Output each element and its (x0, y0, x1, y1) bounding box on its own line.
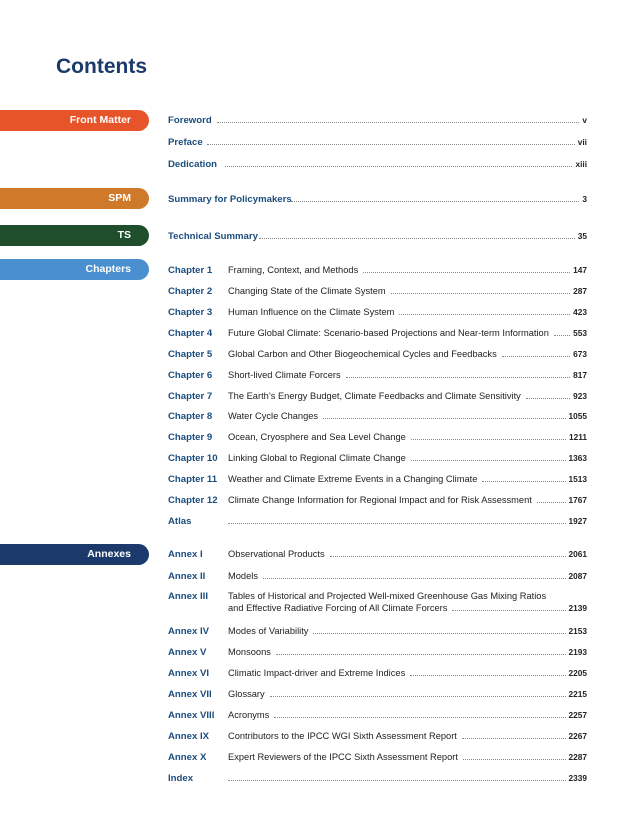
dot-leader (502, 355, 570, 357)
toc-label: Chapter 6 (168, 370, 213, 381)
toc-label: Index (168, 773, 194, 784)
toc-entry-annex[interactable] (168, 668, 587, 680)
page-number: 2193 (568, 647, 587, 657)
toc-label: Dedication (168, 159, 218, 170)
dot-leader (330, 555, 566, 557)
dot-leader (313, 632, 565, 634)
page-title: Contents (56, 55, 147, 78)
toc-entry-foreword[interactable] (168, 115, 587, 127)
toc-label: Chapter 2 (168, 286, 213, 297)
page-number: 2139 (568, 603, 587, 613)
page-number: 553 (573, 328, 587, 338)
dot-leader (410, 674, 565, 676)
toc-entry-preface[interactable] (168, 137, 587, 149)
toc-label: Chapter 5 (168, 349, 213, 360)
dot-leader (399, 313, 570, 315)
toc-label: Chapter 11 (168, 474, 218, 485)
toc-title: Climate Change Information for Regional Impact and for Risk Assessment (228, 495, 532, 505)
toc-label: Foreword (168, 115, 212, 126)
page-number: 2061 (568, 549, 587, 559)
toc-title: Ocean, Cryosphere and Sea Level Change (228, 432, 406, 442)
dot-leader (452, 609, 565, 611)
toc-entry-spm[interactable] (168, 194, 587, 206)
toc-label: Chapter 12 (168, 495, 218, 506)
dot-leader (537, 501, 566, 503)
toc-label: Annex X (168, 752, 207, 763)
page-number: 2339 (568, 773, 587, 783)
toc-label: Chapter 10 (168, 453, 218, 464)
page-number: 147 (573, 265, 587, 275)
page-number: 1513 (568, 474, 587, 484)
toc-label: Annex VIII (168, 710, 215, 721)
dot-leader (463, 758, 566, 760)
page-number: 287 (573, 286, 587, 296)
page-number: 1055 (568, 411, 587, 421)
toc-title: Human Influence on the Climate System (228, 307, 395, 317)
toc-entry-dedication[interactable] (168, 159, 587, 171)
page-number: 2153 (568, 626, 587, 636)
page-number: 3 (582, 194, 587, 204)
page-number: 423 (573, 307, 587, 317)
toc-entry-index[interactable] (168, 773, 587, 785)
tab-ts[interactable]: TS (0, 225, 149, 246)
page-number: 2257 (568, 710, 587, 720)
toc-label: Summary for Policymakers (168, 194, 292, 205)
dot-leader (363, 271, 570, 273)
toc-label: Annex II (168, 571, 206, 582)
toc-title: Tables of Historical and Projected Well-mixed Greenhouse Gas Mixing Ratios (228, 591, 547, 601)
page-number: 2287 (568, 752, 587, 762)
toc-label: Technical Summary (168, 231, 258, 242)
page-number: 817 (573, 370, 587, 380)
toc-label: Annex V (168, 647, 207, 658)
toc-label: Chapter 7 (168, 391, 213, 402)
toc-title: Framing, Context, and Methods (228, 265, 359, 275)
toc-title: Modes of Variability (228, 626, 309, 636)
page-number: xiii (575, 159, 587, 169)
dot-leader (259, 237, 575, 239)
tab-annexes[interactable]: Annexes (0, 544, 149, 565)
toc-label: Annex I (168, 549, 203, 560)
dot-leader (291, 200, 579, 202)
tab-spm[interactable]: SPM (0, 188, 149, 209)
toc-entry-chapter[interactable] (168, 391, 587, 403)
toc-title: Contributors to the IPCC WGI Sixth Assessment Report (228, 731, 457, 741)
page-number: vii (577, 137, 587, 147)
dot-leader (554, 334, 570, 336)
dot-leader (391, 292, 571, 294)
dot-leader (228, 522, 566, 524)
toc-entry-annex[interactable] (168, 591, 587, 617)
page-number: 2087 (568, 571, 587, 581)
dot-leader (411, 438, 566, 440)
dot-leader (263, 577, 566, 579)
toc-title: Short-lived Climate Forcers (228, 370, 341, 380)
dot-leader (217, 121, 579, 123)
toc-entry-annex[interactable] (168, 731, 587, 743)
toc-entry-chapter[interactable] (168, 328, 587, 340)
page-number: 1211 (569, 432, 587, 442)
dot-leader (270, 695, 566, 697)
toc-label: Chapter 4 (168, 328, 213, 339)
dot-leader (225, 165, 572, 167)
dot-leader (274, 716, 565, 718)
toc-entry-chapter[interactable] (168, 307, 587, 319)
dot-leader (526, 397, 570, 399)
toc-title: Weather and Climate Extreme Events in a Changing Climate (228, 474, 478, 484)
toc-title: Acronyms (228, 710, 270, 720)
toc-entry-chapter[interactable] (168, 495, 587, 507)
toc-title-continued: and Effective Radiative Forcing of All Climate Forcers (228, 603, 448, 613)
toc-title: Models (228, 571, 258, 581)
toc-title: Expert Reviewers of the IPCC Sixth Assessment Report (228, 752, 458, 762)
dot-leader (323, 417, 565, 419)
toc-entry-ts[interactable] (168, 231, 587, 243)
toc-entry-annex[interactable] (168, 710, 587, 722)
toc-label: Chapter 9 (168, 432, 213, 443)
page-number: 2215 (568, 689, 587, 699)
toc-label: Annex III (168, 591, 208, 602)
toc-title: Glossary (228, 689, 265, 699)
dot-leader (482, 480, 565, 482)
toc-entry-chapter[interactable] (168, 474, 587, 486)
toc-entry-annex[interactable] (168, 647, 587, 659)
toc-entry-chapter[interactable] (168, 286, 587, 298)
toc-title: Observational Products (228, 549, 325, 559)
tab-front-matter[interactable]: Front Matter (0, 110, 149, 131)
toc-entry-chapter[interactable] (168, 349, 587, 361)
toc-entry-chapter[interactable] (168, 432, 587, 444)
toc-title: Global Carbon and Other Biogeochemical Cycles and Feedbacks (228, 349, 497, 359)
toc-entry-chapter[interactable] (168, 453, 587, 465)
toc-entry-annex[interactable] (168, 571, 587, 583)
dot-leader (228, 779, 566, 781)
page-number: 673 (573, 349, 587, 359)
toc-label: Annex VI (168, 668, 210, 679)
dot-leader (346, 376, 571, 378)
page-number: 35 (577, 231, 587, 241)
toc-label: Chapter 1 (168, 265, 213, 276)
dot-leader (411, 459, 566, 461)
page-number: 1927 (568, 516, 587, 526)
toc-title: Changing State of the Climate System (228, 286, 386, 296)
toc-label: Chapter 8 (168, 411, 213, 422)
toc-label: Annex IX (168, 731, 210, 742)
toc-entry-annex[interactable] (168, 689, 587, 701)
page-number: v (582, 115, 587, 125)
toc-title: Water Cycle Changes (228, 411, 319, 421)
toc-title: Linking Global to Regional Climate Change (228, 453, 406, 463)
dot-leader (207, 143, 575, 145)
page-number: 2205 (568, 668, 587, 678)
tab-chapters[interactable]: Chapters (0, 259, 149, 280)
toc-entry-annex[interactable] (168, 752, 587, 764)
page-number: 2267 (568, 731, 587, 741)
toc-entry-chapter[interactable] (168, 411, 587, 423)
toc-title: The Earth’s Energy Budget, Climate Feedbacks and Climate Sensitivity (228, 391, 521, 401)
toc-title: Future Global Climate: Scenario-based Projections and Near-term Information (228, 328, 549, 338)
page-number: 923 (573, 391, 587, 401)
dot-leader (276, 653, 566, 655)
toc-label: Atlas (168, 516, 192, 527)
dot-leader (462, 737, 566, 739)
page-number: 1767 (568, 495, 587, 505)
toc-label: Annex VII (168, 689, 212, 700)
toc-entry-annex[interactable] (168, 549, 587, 561)
toc-label: Annex IV (168, 626, 210, 637)
toc-title: Climatic Impact-driver and Extreme Indices (228, 668, 406, 678)
toc-entry-annex[interactable] (168, 626, 587, 638)
toc-entry-chapter[interactable] (168, 265, 587, 277)
page-number: 1363 (568, 453, 587, 463)
toc-title: Monsoons (228, 647, 271, 657)
toc-label: Chapter 3 (168, 307, 213, 318)
toc-entry-chapter[interactable] (168, 370, 587, 382)
toc-label: Preface (168, 137, 203, 148)
toc-entry-atlas[interactable] (168, 516, 587, 528)
